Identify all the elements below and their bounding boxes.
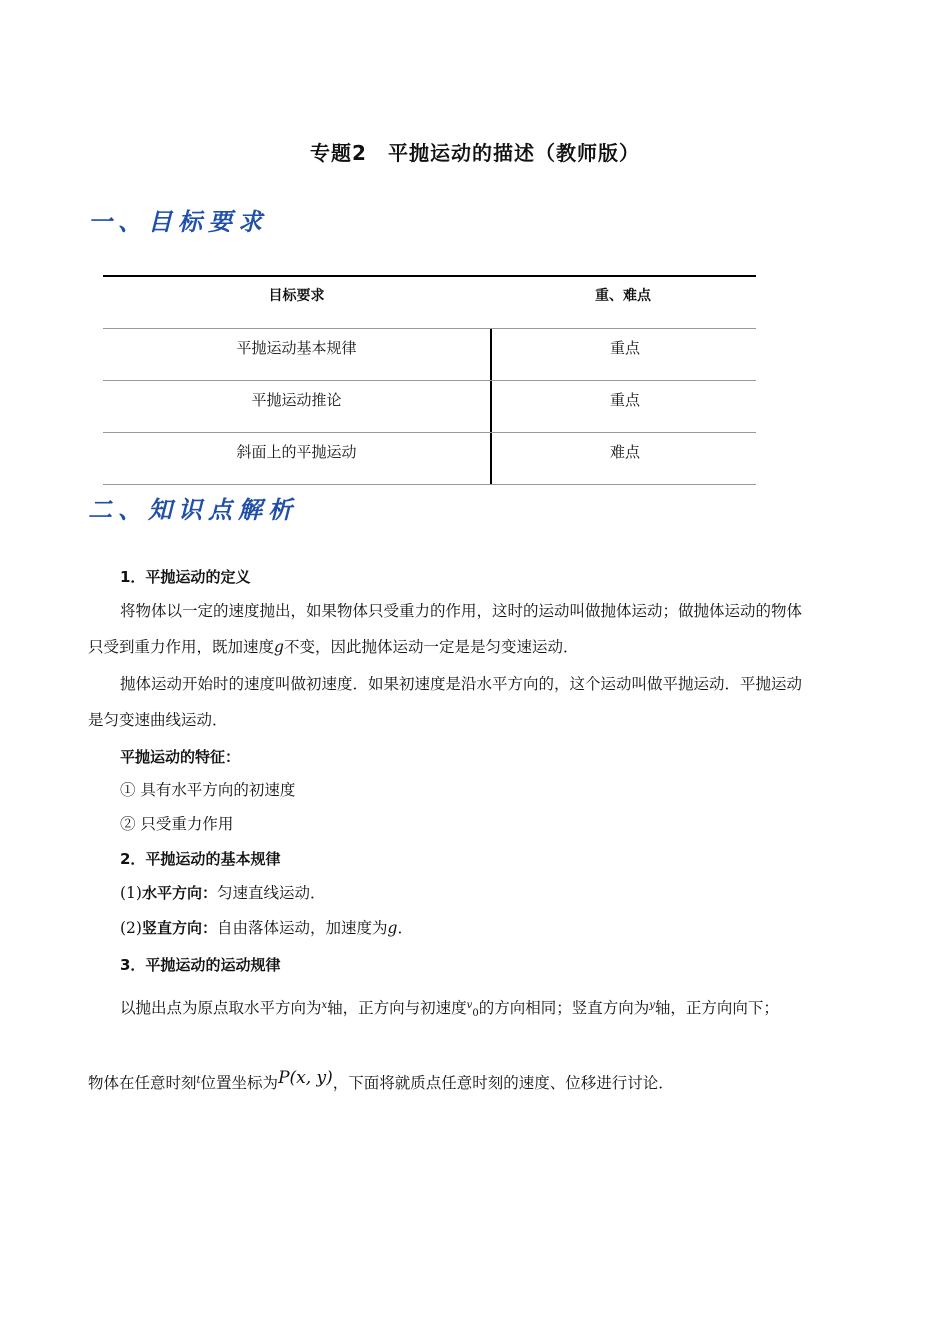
feature-item: ① 具有水平方向的初速度 (120, 781, 296, 799)
section-heading-knowledge: 二、知识点解析 (88, 496, 298, 524)
paragraph-line: 将物体以一定的速度抛出，如果物体只受重力的作用，这时的运动叫做抛体运动；做抛体运动的物体 (120, 602, 803, 620)
section-heading-goals: 一、目标要求 (88, 208, 268, 236)
subheading-motion-rules: 3．平抛运动的运动规律 (120, 956, 281, 974)
rule-horizontal: (1)水平方向：匀速直线运动． (120, 884, 326, 902)
rule-vertical: (2)竖直方向：自由落体运动，加速度为g． (120, 919, 413, 937)
table-cell: 重点 (490, 329, 758, 380)
features-title: 平抛运动的特征： (120, 748, 241, 766)
paragraph-line: 是匀变速曲线运动． (88, 711, 228, 729)
table-header-cell: 目标要求 (268, 288, 325, 304)
table-cell: 平抛运动基本规律 (236, 339, 357, 357)
table-row (103, 381, 756, 433)
table-cell: 重点 (490, 381, 758, 432)
table-cell: 平抛运动推论 (251, 391, 342, 409)
table-cell: 斜面上的平抛运动 (236, 443, 357, 461)
paragraph-line: 以抛出点为原点取水平方向为$^x$轴，正方向与初速度$^v_0$的方向相同；竖直方向为$^y$轴，正方向向下； (120, 999, 779, 1019)
subheading-basic-rules: 2．平抛运动的基本规律 (120, 850, 281, 868)
table-cell: 难点 (490, 433, 758, 484)
goals-table (103, 275, 756, 485)
table-header-row (103, 275, 756, 329)
paragraph-line: 抛体运动开始时的速度叫做初速度．如果初速度是沿水平方向的，这个运动叫做平抛运动．平抛运动 (120, 675, 803, 693)
table-row (103, 329, 756, 381)
paragraph-line: 物体在任意时刻$^t$位置坐标为P(x, y)，下面将就质点任意时刻的速度、位移进行讨论． (88, 1068, 674, 1092)
paragraph-line: 只受到重力作用，既加速度g不变，因此抛体运动一定是是匀变速运动． (88, 638, 579, 656)
table-row (103, 433, 756, 485)
feature-item: ② 只受重力作用 (120, 815, 234, 833)
table-header-cell: 重、难点 (595, 288, 651, 304)
subheading-definition: 1．平抛运动的定义 (120, 568, 251, 586)
page-title: 专题2 平抛运动的描述（教师版） (310, 141, 640, 165)
